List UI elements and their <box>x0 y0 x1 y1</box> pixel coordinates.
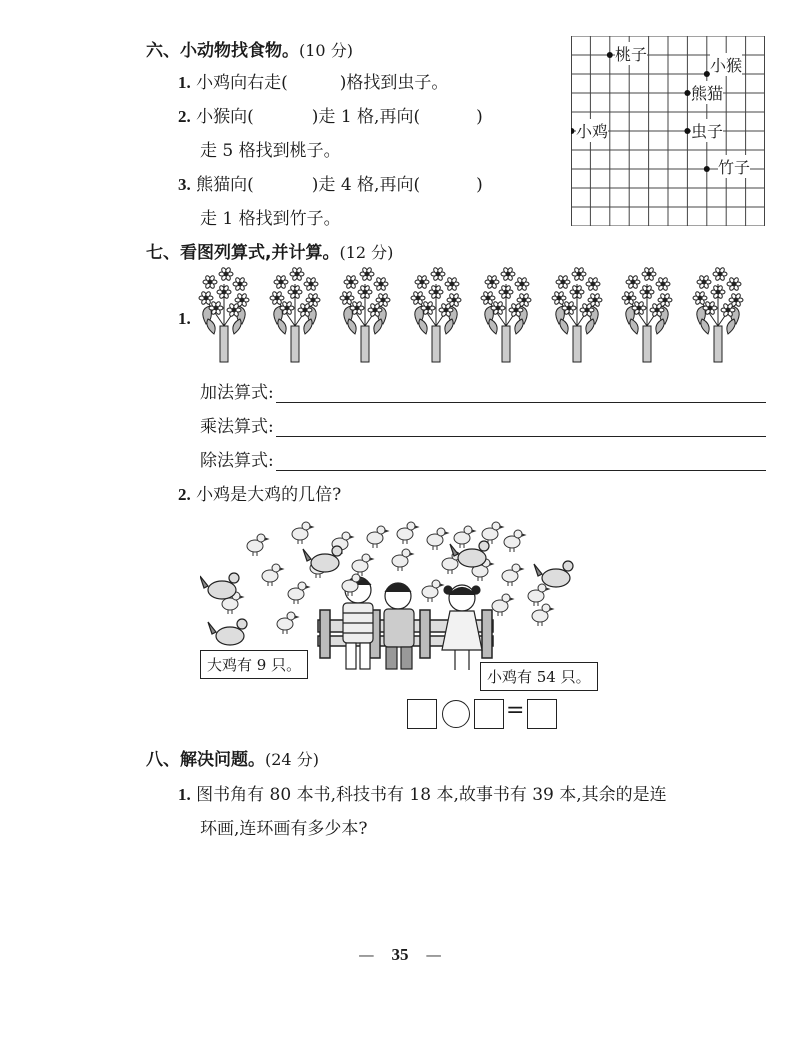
bug-dot <box>684 128 690 134</box>
flower-bouquet <box>267 264 323 364</box>
s7-q1-number <box>178 309 191 329</box>
kid-boy-middle <box>384 583 414 669</box>
page-footer <box>0 945 800 965</box>
s8-q1-number: 1. <box>178 785 191 804</box>
formula-mul-line[interactable] <box>276 418 766 437</box>
s7-q2-number: 2. <box>178 485 191 504</box>
s7-q2-text: 小鸡是大鸡的几倍? <box>196 485 342 505</box>
chick <box>277 612 298 634</box>
food-grid <box>571 36 765 226</box>
chicken-scene-illustration <box>200 510 600 690</box>
page-number: 35 <box>391 945 409 964</box>
chick <box>352 554 373 576</box>
grid-label-peach: 桃子 <box>615 42 647 65</box>
s8-q1-line2: 环画,连环画有多少本? <box>200 819 368 839</box>
chick <box>247 534 268 556</box>
section6-points: (10 分) <box>299 41 353 60</box>
grid-label-monkey: 小猴 <box>710 53 742 76</box>
s6-question-3 <box>178 170 483 195</box>
equation-box-result[interactable] <box>527 699 557 729</box>
footer-dash-left: — <box>358 945 375 964</box>
section7-points: (12 分) <box>339 243 394 262</box>
chick <box>262 564 283 586</box>
section8-points: (24 分) <box>265 750 319 769</box>
hen <box>303 546 342 572</box>
footer-dash-right: — <box>425 945 442 964</box>
s6-q3-line2: 走 1 格找到竹子。 <box>200 209 341 229</box>
section6-title: 六、小动物找食物。 <box>146 41 299 61</box>
chick <box>397 522 418 544</box>
flower-bouquet <box>549 264 605 364</box>
formula-div-label: 除法算式: <box>200 451 274 471</box>
formula-div-row <box>200 446 766 471</box>
grid-label-bug: 虫子 <box>691 119 723 142</box>
s6-q3-text-mid: )走 4 格,再向( <box>311 175 421 195</box>
equation-equal-sign: = <box>506 698 525 723</box>
formula-mul-row <box>200 412 766 437</box>
chick <box>502 564 523 586</box>
s8-question-1 <box>178 780 667 805</box>
formula-add-row <box>200 378 766 403</box>
formula-add-line[interactable] <box>276 384 766 403</box>
s6-q3-text-pre: 熊猫向( <box>196 175 254 195</box>
flower-bouquet <box>690 264 746 364</box>
grid-label-chick: 小鸡 <box>576 119 608 142</box>
flower-bouquet <box>196 264 252 364</box>
chick <box>392 549 413 571</box>
chick <box>492 594 513 616</box>
chick <box>292 522 313 544</box>
peach-dot <box>607 52 613 58</box>
s7-question-2 <box>178 480 341 505</box>
kid-girl-right <box>442 585 482 670</box>
section8-heading <box>146 745 319 770</box>
hen <box>200 573 239 599</box>
bamboo-dot <box>704 166 710 172</box>
chick <box>427 528 448 550</box>
s6-q2-text-mid: )走 1 格,再向( <box>311 107 421 127</box>
formula-mul-label: 乘法算式: <box>200 417 274 437</box>
s8-q1-line1: 图书角有 80 本书,科技书有 18 本,故事书有 39 本,其余的是连 <box>196 785 667 805</box>
equation-box-1[interactable] <box>407 699 437 729</box>
chick <box>422 580 443 602</box>
chick <box>528 584 549 606</box>
section6-heading <box>146 36 353 61</box>
s6-q2-number: 2. <box>178 107 191 126</box>
panda-dot <box>684 90 690 96</box>
section8-title: 八、解决问题。 <box>146 750 265 770</box>
flower-bouquet <box>337 264 393 364</box>
s6-q1-number: 1. <box>178 73 191 92</box>
section7-heading <box>146 238 393 263</box>
callout-big-chickens: 大鸡有 9 只。 <box>200 650 308 679</box>
s6-q1-text-pre: 小鸡向右走( <box>196 73 288 93</box>
s6-question-1 <box>178 68 448 93</box>
s6-q3-number: 3. <box>178 175 191 194</box>
equation-operator-circle[interactable] <box>442 700 470 728</box>
s6-q2-text-pre: 小猴向( <box>196 107 254 127</box>
chick <box>454 526 475 548</box>
grid-label-bamboo: 竹子 <box>718 155 750 178</box>
chick-dot <box>571 128 575 134</box>
section7-title: 七、看图列算式,并计算。 <box>146 243 340 263</box>
grid-label-panda: 熊猫 <box>691 81 723 104</box>
hen <box>208 619 247 645</box>
callout-small-chicks: 小鸡有 54 只。 <box>480 662 598 691</box>
chick <box>504 530 525 552</box>
formula-add-label: 加法算式: <box>200 383 274 403</box>
s6-q1-text-post: )格找到虫子。 <box>339 73 449 93</box>
s7-q1-num-text: 1. <box>178 309 191 328</box>
flower-bouquet <box>478 264 534 364</box>
flower-bouquets-illustration <box>196 264 766 366</box>
flower-bouquet <box>408 264 464 364</box>
s6-q2-text-post: ) <box>476 107 483 127</box>
chick <box>288 582 309 604</box>
hen <box>534 561 573 587</box>
s6-question-2 <box>178 102 483 127</box>
formula-div-line[interactable] <box>276 452 766 471</box>
flower-bouquet <box>619 264 675 364</box>
monkey-dot <box>704 71 710 77</box>
equation-box-2[interactable] <box>474 699 504 729</box>
s6-q2-line2: 走 5 格找到桃子。 <box>200 141 341 161</box>
chick <box>532 604 553 626</box>
chick <box>367 526 388 548</box>
s6-q3-text-post: ) <box>476 175 483 195</box>
